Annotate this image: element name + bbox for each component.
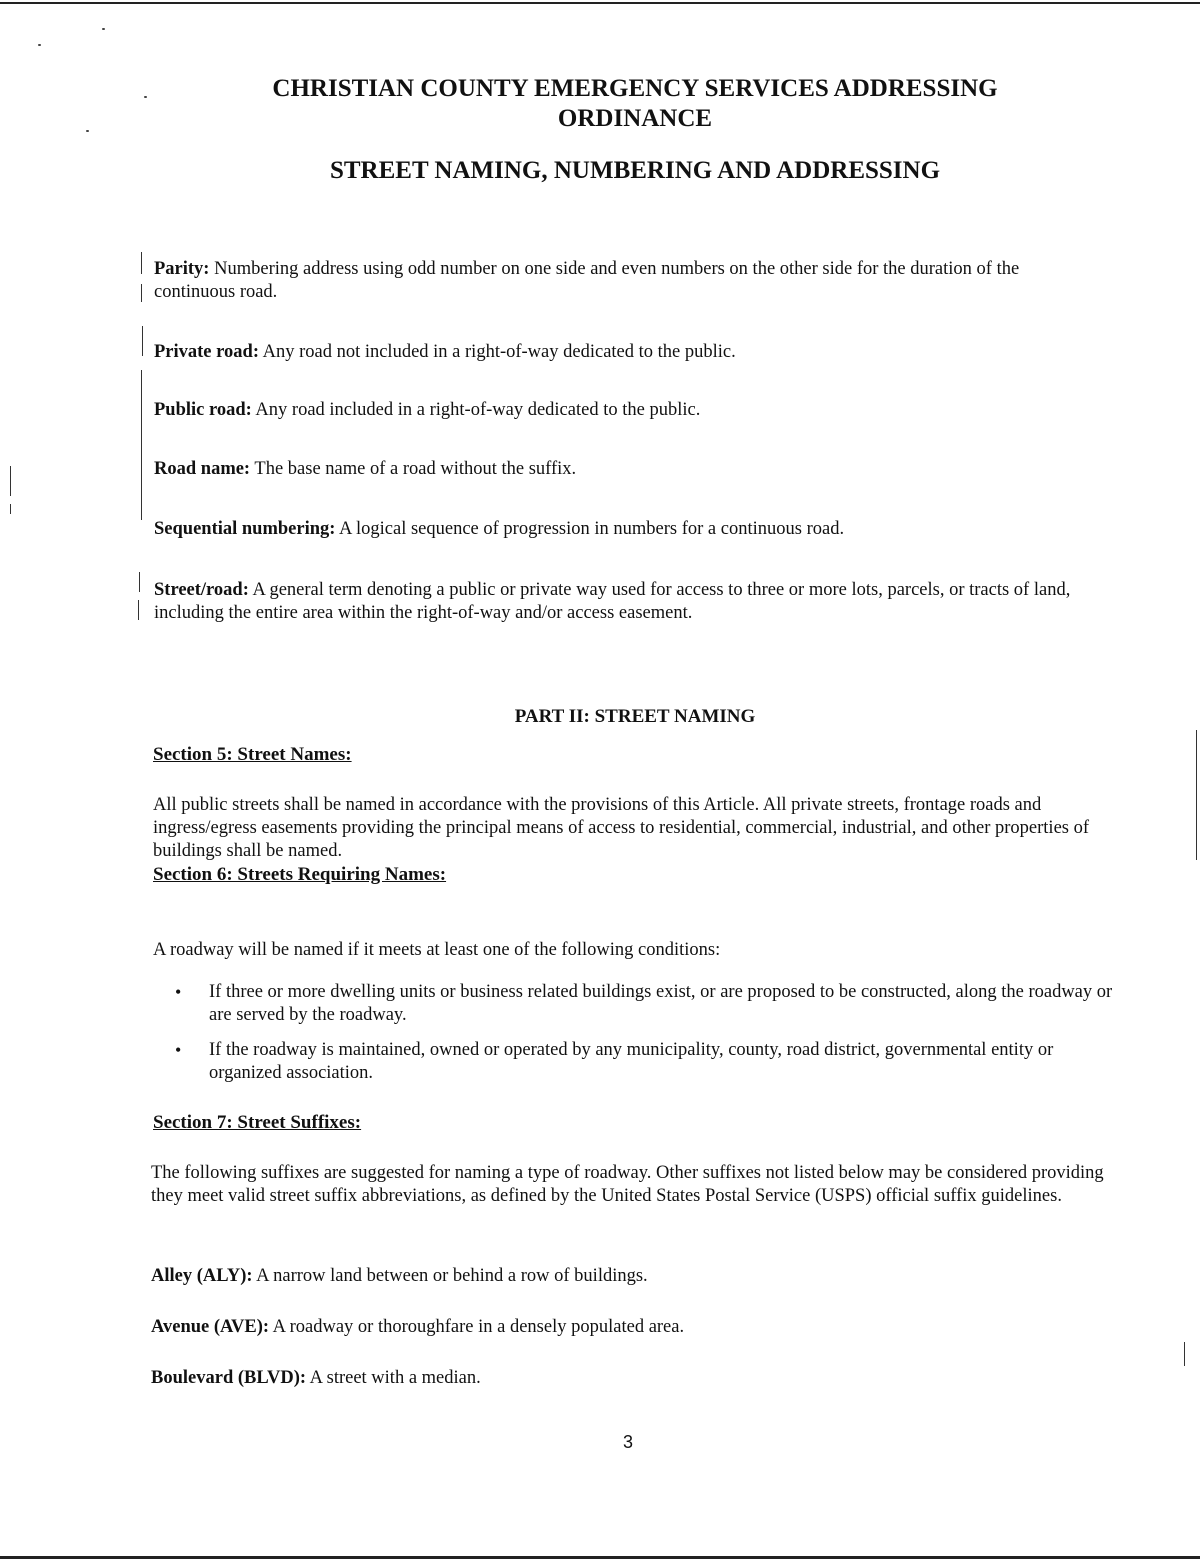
list-item xyxy=(153,981,1113,1027)
suffix-text: A narrow land between or behind a row of buildings. xyxy=(252,1266,648,1286)
section-6-intro: A roadway will be named if it meets at least one of the following conditions: xyxy=(153,940,721,960)
change-bar xyxy=(10,504,11,514)
suffix-text: A roadway or thoroughfare in a densely populated area. xyxy=(269,1317,685,1337)
scan-speck xyxy=(102,28,105,30)
scan-speck xyxy=(38,44,41,46)
definition-term: Public road: xyxy=(154,400,252,420)
definition-text: Numbering address using odd number on one side and even numbers on the other side for the duration of the continuous road. xyxy=(154,259,1020,302)
definition-text: Any road included in a right-of-way dedicated to the public. xyxy=(251,400,701,420)
scan-edge-bottom xyxy=(0,1556,1200,1559)
change-bar xyxy=(138,600,139,620)
section-5-heading: Section 5: Street Names: xyxy=(153,744,352,765)
suffix-term: Alley (ALY): xyxy=(151,1266,253,1286)
section-6-heading: Section 6: Streets Requiring Names: xyxy=(153,864,447,885)
section-5-body: All public streets shall be named in accordance with the provisions of this Article. All private streets, frontage roads and ingress/egress easements providing the principal means of access to residential, commercial, industrial, and other properties of buildings shall be named. xyxy=(153,795,1090,861)
scan-edge-top xyxy=(0,2,1200,4)
page-number: 3 xyxy=(622,1432,633,1452)
bullet-icon: • xyxy=(175,1040,182,1060)
document-title xyxy=(140,74,1130,134)
definition-private-road xyxy=(154,341,1104,364)
definition-text: A general term denoting a public or private way used for access to three or more lots, parcels, or tracts of land, including the entire area within the right-of-way and/or access easement. xyxy=(154,580,1071,623)
definition-term: Road name: xyxy=(154,459,251,479)
change-bar xyxy=(141,284,142,302)
suffix-boulevard xyxy=(151,1367,481,1390)
suffix-avenue xyxy=(151,1316,684,1339)
change-bar xyxy=(141,370,142,520)
list-item-text: If the roadway is maintained, owned or operated by any municipality, county, road district, governmental entity or organized association. xyxy=(209,1040,1054,1083)
definition-text: The base name of a road without the suffix. xyxy=(250,459,577,479)
definition-sequential-numbering xyxy=(154,518,1104,541)
section-7-heading: Section 7: Street Suffixes: xyxy=(153,1112,362,1133)
title-line-2: ORDINANCE xyxy=(557,105,713,132)
definition-text: Any road not included in a right-of-way dedicated to the public. xyxy=(258,342,736,362)
definition-term: Street/road: xyxy=(154,580,249,600)
definition-street-road xyxy=(154,579,1104,625)
section-6-conditions-list xyxy=(153,981,1113,1097)
definition-parity xyxy=(154,258,1104,304)
scan-speck xyxy=(86,130,89,132)
suffix-term: Avenue (AVE): xyxy=(151,1317,270,1337)
definition-term: Private road: xyxy=(154,342,259,362)
suffix-alley xyxy=(151,1265,648,1288)
bullet-icon: • xyxy=(175,982,182,1002)
change-bar xyxy=(1184,1342,1185,1366)
document-subtitle: STREET NAMING, NUMBERING AND ADDRESSING xyxy=(329,157,941,184)
section-7-body: The following suffixes are suggested for naming a type of roadway. Other suffixes not listed below may be considered providing they meet valid street suffix abbreviations, as defined by the United States Postal Service (USPS) official suffix guidelines. xyxy=(151,1163,1104,1206)
definition-road-name xyxy=(154,458,1104,481)
definition-term: Sequential numbering: xyxy=(154,519,336,539)
list-item-text: If three or more dwelling units or business related buildings exist, or are proposed to be constructed, along the roadway or are served by the roadway. xyxy=(209,982,1113,1025)
definition-public-road xyxy=(154,399,1104,422)
definition-text: A logical sequence of progression in numbers for a continuous road. xyxy=(335,519,845,539)
change-bar xyxy=(139,572,140,592)
definition-term: Parity: xyxy=(154,259,210,279)
suffix-text: A street with a median. xyxy=(306,1368,481,1388)
part-heading: PART II: STREET NAMING xyxy=(514,706,756,727)
list-item xyxy=(153,1039,1113,1085)
change-bar xyxy=(141,252,142,274)
change-bar xyxy=(10,466,11,496)
suffix-term: Boulevard (BLVD): xyxy=(151,1368,307,1388)
title-line-1: CHRISTIAN COUNTY EMERGENCY SERVICES ADDRESSING xyxy=(272,75,998,102)
scan-edge-right xyxy=(1196,730,1197,860)
change-bar xyxy=(142,326,143,356)
